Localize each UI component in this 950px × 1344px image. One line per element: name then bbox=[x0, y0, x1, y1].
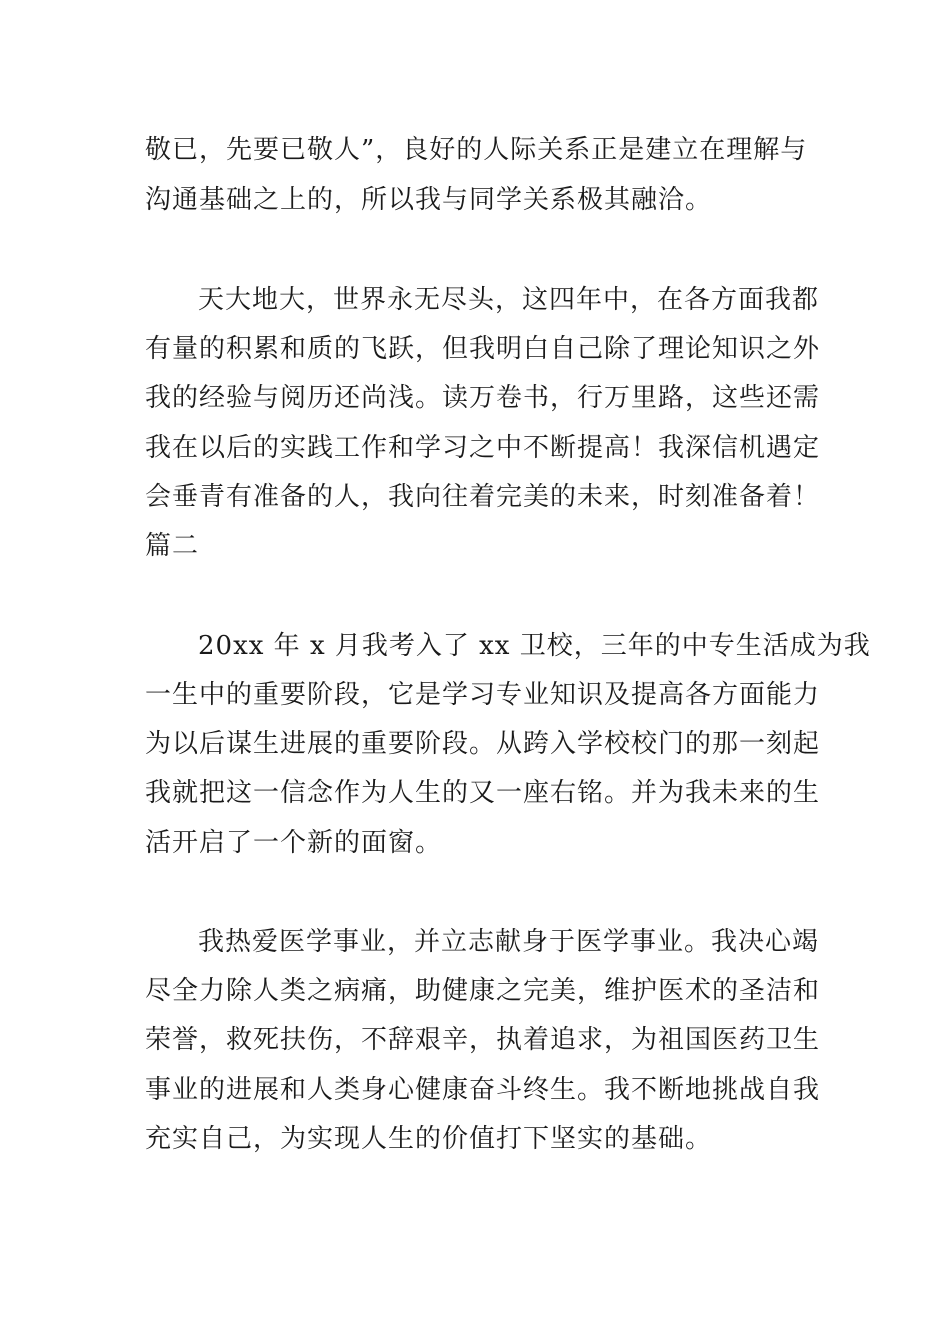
paragraph-line: 敬已，先要已敬人”，良好的人际关系正是建立在理解与 bbox=[145, 135, 808, 165]
paragraph-line: 活开启了一个新的面窗。 bbox=[145, 828, 443, 858]
paragraph-line: 会垂青有准备的人，我向往着完美的未来，时刻准备着！ bbox=[145, 482, 821, 512]
paragraph-line: 充实自己，为实现人生的价值打下坚实的基础。 bbox=[145, 1124, 713, 1154]
paragraph-line: 我就把这一信念作为人生的又一座右铭。并为我未来的生 bbox=[145, 778, 821, 808]
paragraph-line: 有量的积累和质的飞跃，但我明白自己除了理论知识之外 bbox=[145, 334, 821, 364]
paragraph-line: 我在以后的实践工作和学习之中不断提高！我深信机遇定 bbox=[145, 433, 821, 463]
paragraph-line: 沟通基础之上的，所以我与同学关系极其融洽。 bbox=[145, 185, 713, 215]
paragraph-line: 我的经验与阅历还尚浅。读万卷书，行万里路，这些还需 bbox=[145, 383, 821, 413]
paragraph-line: 尽全力除人类之病痛，助健康之完美，维护医术的圣洁和 bbox=[145, 976, 821, 1006]
paragraph-line: 20xx 年 x 月我考入了 xx 卫校，三年的中专生活成为我 bbox=[198, 631, 871, 661]
paragraph-line: 一生中的重要阶段，它是学习专业知识及提高各方面能力 bbox=[145, 680, 821, 710]
section-heading: 篇二 bbox=[145, 531, 200, 561]
paragraph-line: 荣誉，救死扶伤，不辞艰辛，执着追求，为祖国医药卫生 bbox=[145, 1025, 821, 1055]
paragraph-line: 天大地大，世界永无尽头，这四年中，在各方面我都 bbox=[198, 285, 820, 315]
paragraph-line: 事业的进展和人类身心健康奋斗终生。我不断地挑战自我 bbox=[145, 1075, 821, 1105]
paragraph-line: 为以后谋生进展的重要阶段。从跨入学校校门的那一刻起 bbox=[145, 729, 821, 759]
paragraph-line: 我热爱医学事业，并立志献身于医学事业。我决心竭 bbox=[198, 927, 820, 957]
